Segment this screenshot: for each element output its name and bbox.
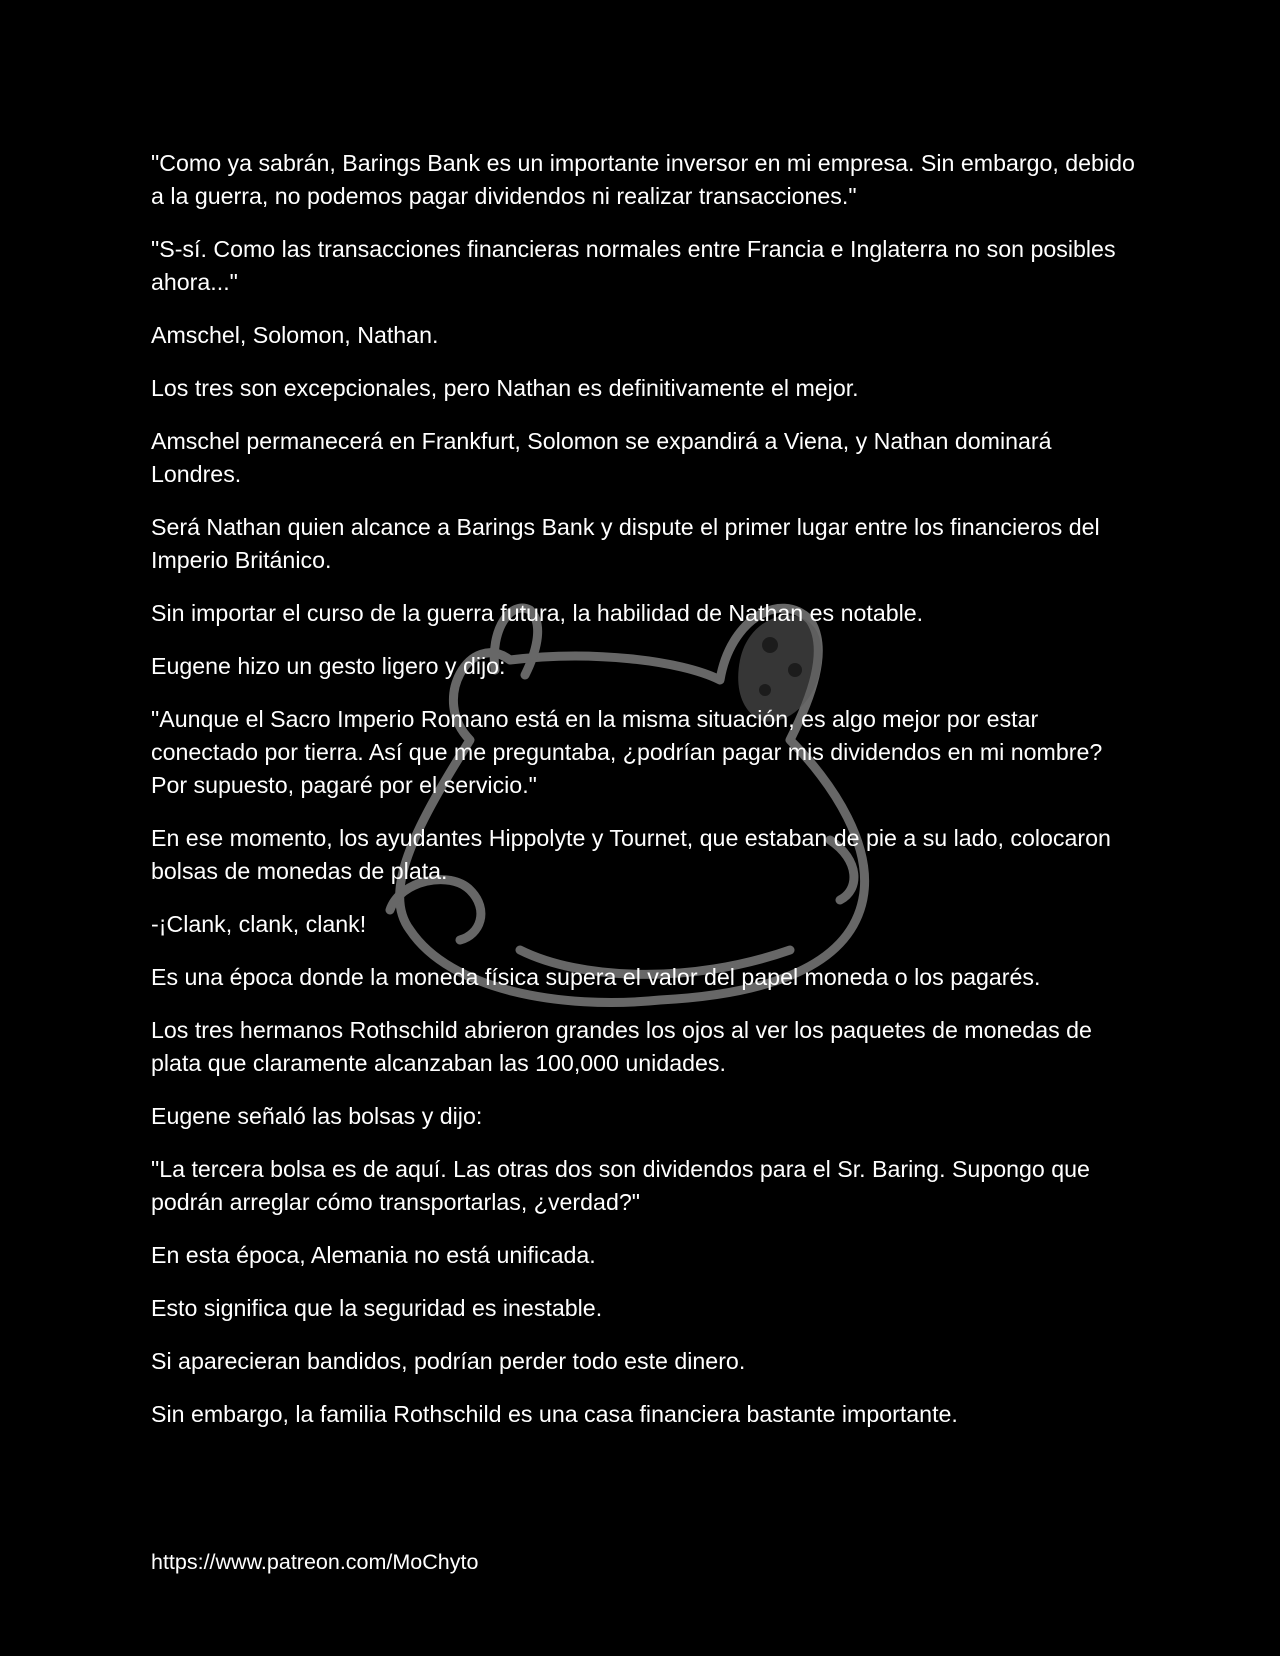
paragraph: -¡Clank, clank, clank!	[151, 911, 367, 937]
paragraph: Amschel, Solomon, Nathan.	[151, 322, 439, 348]
document-body	[151, 147, 1141, 1451]
paragraph: Si aparecieran bandidos, podrían perder todo este dinero.	[151, 1348, 746, 1374]
paragraph: En esta época, Alemania no está unificada.	[151, 1242, 596, 1268]
paragraph: Sin importar el curso de la guerra futura, la habilidad de Nathan es notable.	[151, 600, 924, 626]
paragraph: Será Nathan quien alcance a Barings Bank y dispute el primer lugar entre los financieros del Imperio Británico.	[151, 514, 1100, 573]
paragraph: "La tercera bolsa es de aquí. Las otras dos son dividendos para el Sr. Baring. Supongo que podrán arreglar cómo transportarlas, ¿verdad?"	[151, 1156, 1090, 1215]
paragraph: "S-sí. Como las transacciones financieras normales entre Francia e Inglaterra no son posibles ahora..."	[151, 236, 1116, 295]
paragraph: Los tres hermanos Rothschild abrieron grandes los ojos al ver los paquetes de monedas de plata que claramente alcanzaban las 100,000 unidades.	[151, 1017, 1092, 1076]
paragraph: Es una época donde la moneda física supera el valor del papel moneda o los pagarés.	[151, 964, 1041, 990]
paragraph: Los tres son excepcionales, pero Nathan es definitivamente el mejor.	[151, 375, 859, 401]
paragraph: "Aunque el Sacro Imperio Romano está en la misma situación, es algo mejor por estar conectado por tierra. Así que me preguntaba, ¿podrían pagar mis dividendos en mi nombre? Por supuesto, pagaré por el servicio."	[151, 706, 1103, 798]
paragraph: Sin embargo, la familia Rothschild es una casa financiera bastante importante.	[151, 1401, 958, 1427]
paragraph: Amschel permanecerá en Frankfurt, Solomon se expandirá a Viena, y Nathan dominará Londres.	[151, 428, 1052, 487]
paragraph: "Como ya sabrán, Barings Bank es un importante inversor en mi empresa. Sin embargo, debido a la guerra, no podemos pagar dividendos ni realizar transacciones."	[151, 150, 1135, 209]
paragraph: Esto significa que la seguridad es inestable.	[151, 1295, 603, 1321]
patreon-link[interactable]: https://www.patreon.com/MoChyto	[151, 1550, 479, 1574]
paragraph: En ese momento, los ayudantes Hippolyte y Tournet, que estaban de pie a su lado, colocaron bolsas de monedas de plata.	[151, 825, 1111, 884]
paragraph: Eugene hizo un gesto ligero y dijo:	[151, 653, 506, 679]
paragraph: Eugene señaló las bolsas y dijo:	[151, 1103, 483, 1129]
